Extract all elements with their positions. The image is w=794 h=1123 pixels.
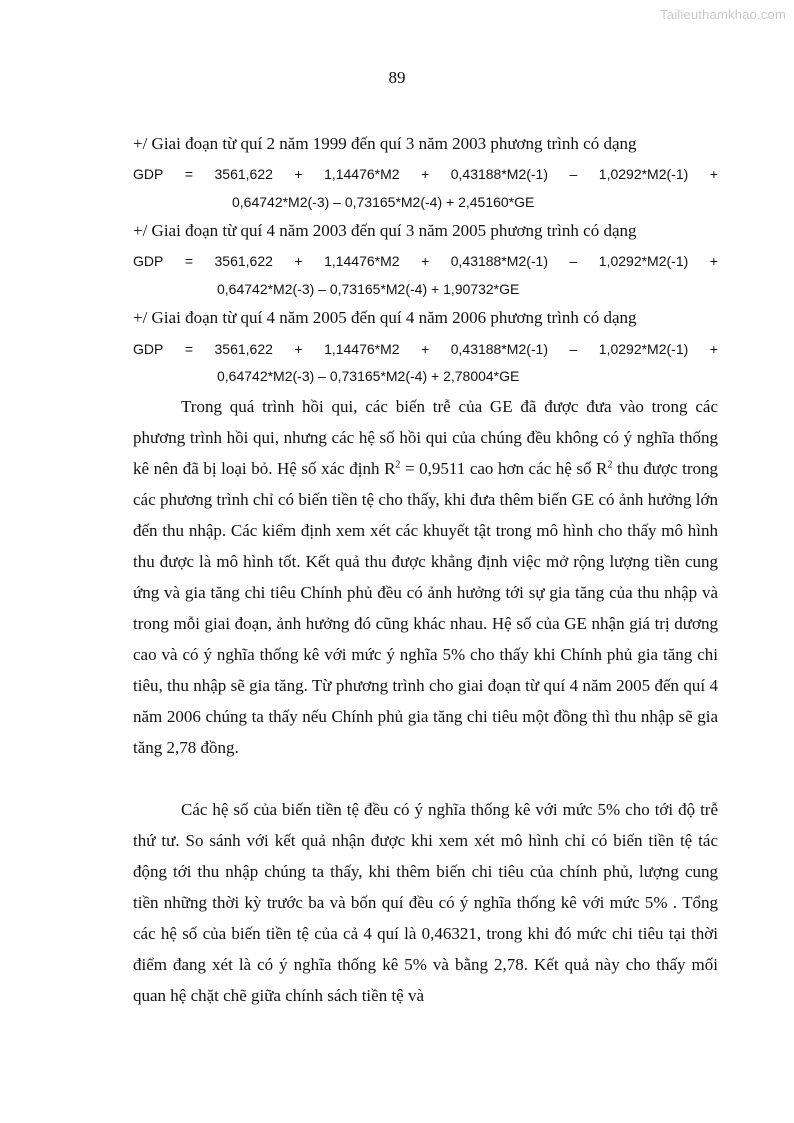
- eq-term: GDP: [133, 166, 164, 182]
- eq-term: 0,43188*M2(-1): [450, 166, 549, 182]
- superscript: 2: [395, 459, 401, 471]
- eq-term: +: [421, 166, 430, 182]
- eq-term: +: [709, 253, 718, 269]
- eq-term: –: [569, 341, 578, 357]
- body-paragraph-2: Các hệ số của biến tiền tệ đều có ý nghĩa thống kê với mức 5% cho tới độ trễ thứ tư. So sánh với kết quả nhận được khi xem xét mô hình chỉ có biến tiền tệ tác động tới thu nhập chúng ta thấy, khi thêm biến chi tiêu của chính phủ, lượng cung tiền những thời kỳ trước ba và bốn quí đều có ý nghĩa thống kê với mức 5% . Tổng các hệ số của biến tiền tệ của cả 4 quí là 0,46321, trong khi đó mức chi tiêu tại thời điểm đang xét là có ý nghĩa thống kê 5% và bằng 2,78. Kết quả này cho thấy mối quan hệ chặt chẽ giữa chính sách tiền tệ và: [133, 800, 718, 1005]
- eq-term: 0,43188*M2(-1): [450, 341, 549, 357]
- period-heading-2: +/ Giai đoạn từ quí 4 năm 2003 đến quí 3 năm 2005 phương trình có dạng: [133, 221, 637, 240]
- eq-term: +: [709, 166, 718, 182]
- superscript: 2: [607, 459, 613, 471]
- paragraph-text: = 0,9511 cao hơn các hệ số R: [400, 459, 608, 478]
- eq-term: =: [184, 341, 194, 357]
- eq-term: =: [184, 166, 194, 182]
- period-heading-1: +/ Giai đoạn từ quí 2 năm 1999 đến quí 3 năm 2003 phương trình có dạng: [133, 134, 637, 153]
- eq-term: 1,14476*M2: [324, 166, 400, 182]
- eq-term: +: [709, 341, 718, 357]
- equation-line-2: [133, 253, 718, 269]
- eq-term: –: [569, 253, 578, 269]
- equation-line-3: [133, 341, 718, 357]
- eq-term: +: [421, 253, 430, 269]
- eq-term: 1,0292*M2(-1): [598, 253, 689, 269]
- paragraph-text: Trong quá trình hồi qui, các biến trễ của GE đã được đưa vào trong các phương trình hồi qui, nhưng các hệ số hồi qui của chúng đều không có ý nghĩa thống kê nên đã bị loại bỏ. Hệ số xác định R: [133, 397, 718, 478]
- eq-term: +: [421, 341, 430, 357]
- eq-term: 1,14476*M2: [324, 253, 400, 269]
- eq-term: 1,0292*M2(-1): [598, 166, 689, 182]
- page-number: 89: [388, 68, 406, 87]
- equation-continuation-3: 0,64742*M2(-3) – 0,73165*M2(-4) + 2,78004*GE: [217, 368, 520, 384]
- eq-term: GDP: [133, 253, 164, 269]
- eq-term: 3561,622: [214, 253, 273, 269]
- watermark-text: Tailieuthamkhao.com: [660, 7, 786, 22]
- equation-continuation-1: 0,64742*M2(-3) – 0,73165*M2(-4) + 2,45160*GE: [232, 194, 535, 210]
- eq-term: 3561,622: [214, 341, 273, 357]
- paragraph-text: thu được trong các phương trình chỉ có biến tiền tệ cho thấy, khi đưa thêm biến GE có ảnh hưởng lớn đến thu nhập. Các kiểm định xem xét các khuyết tật trong mô hình cho thấy mô hình thu được là mô hình tốt. Kết quả thu được khẳng định việc mở rộng lượng tiền cung ứng và gia tăng chi tiêu Chính phủ đều có ảnh hưởng tới sự gia tăng của thu nhập và trong mỗi giai đoạn, ảnh hưởng đó cũng khác nhau. Hệ số của GE nhận giá trị dương cao và có ý nghĩa thống kê với mức ý nghĩa 5% cho thấy khi Chính phủ gia tăng chi tiêu, thu nhập sẽ gia tăng. Từ phương trình cho giai đoạn từ quí 4 năm 2005 đến quí 4 năm 2006 chúng ta thấy nếu Chính phủ gia tăng chi tiêu một đồng thì thu nhập sẽ gia tăng 2,78 đồng.: [133, 459, 718, 757]
- eq-term: 3561,622: [214, 166, 273, 182]
- eq-term: 1,0292*M2(-1): [598, 341, 689, 357]
- eq-term: +: [294, 166, 303, 182]
- equation-line-1: [133, 166, 718, 182]
- eq-term: 1,14476*M2: [324, 341, 400, 357]
- eq-term: +: [294, 253, 303, 269]
- eq-term: +: [294, 341, 303, 357]
- period-heading-3: +/ Giai đoạn từ quí 4 năm 2005 đến quí 4 năm 2006 phương trình có dạng: [133, 308, 637, 327]
- eq-term: GDP: [133, 341, 164, 357]
- equation-continuation-2: 0,64742*M2(-3) – 0,73165*M2(-4) + 1,90732*GE: [217, 281, 520, 297]
- eq-term: 0,43188*M2(-1): [450, 253, 549, 269]
- body-paragraph-1: [133, 391, 718, 763]
- eq-term: =: [184, 253, 194, 269]
- eq-term: –: [569, 166, 578, 182]
